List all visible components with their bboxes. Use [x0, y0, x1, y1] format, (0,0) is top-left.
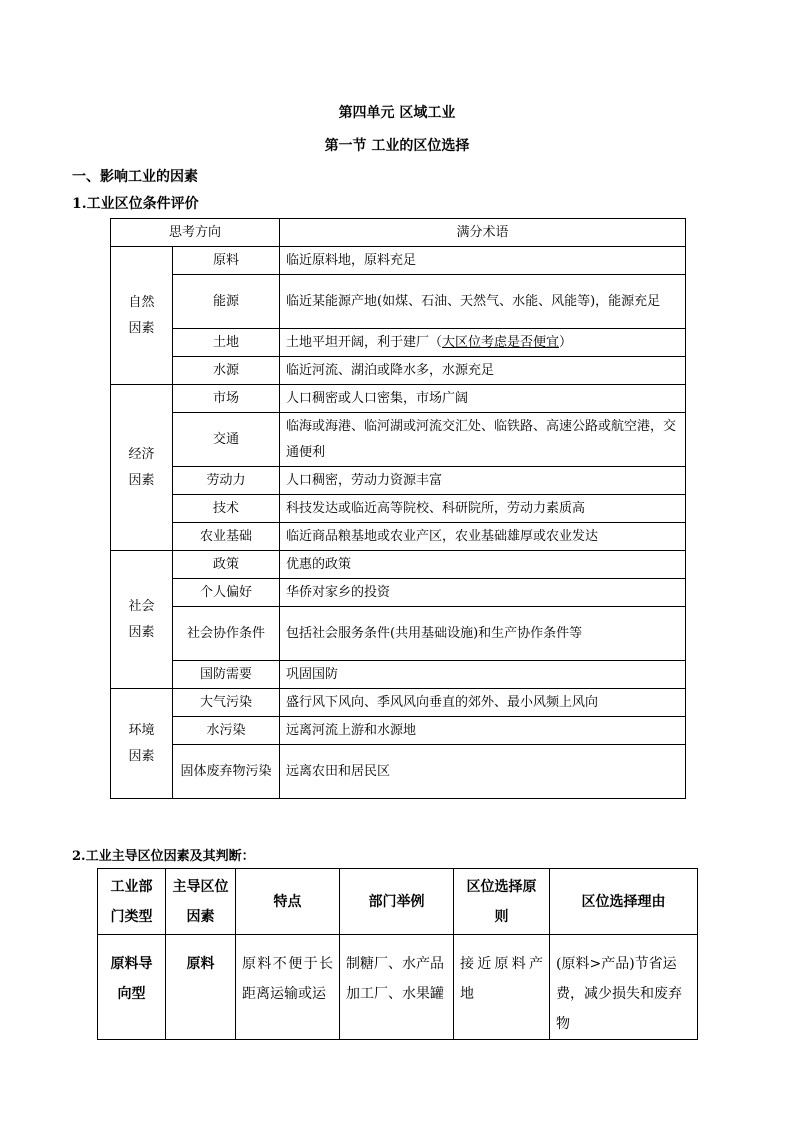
header-principle: 区位选择原则	[454, 869, 550, 935]
header-features: 特点	[236, 869, 340, 935]
desc-cell: 巩固国防	[280, 661, 686, 689]
header-thinking-direction: 思考方向	[111, 219, 280, 247]
category-label: 自然 因素	[128, 294, 155, 336]
header-dominant-factor: 主导区位因素	[166, 869, 236, 935]
header-reason: 区位选择理由	[550, 869, 698, 935]
factor-cell: 水源	[173, 357, 280, 385]
factor-cell: 个人偏好	[173, 579, 280, 607]
cell-industry-type: 原料导向型	[98, 935, 166, 1040]
dominant-factors-table	[97, 868, 698, 1040]
factor-cell: 国防需要	[173, 661, 280, 689]
desc-end: ）	[559, 334, 573, 350]
factor-cell: 原料	[173, 247, 280, 275]
factor-cell: 社会协作条件	[173, 607, 280, 661]
factor-cell: 交通	[173, 413, 280, 467]
factor-cell: 大气污染	[173, 689, 280, 717]
category-label: 社会 因素	[128, 598, 155, 640]
header-full-score-terms: 满分术语	[280, 219, 686, 247]
section-title: 第一节 工业的区位选择	[324, 138, 470, 154]
category-label: 环境 因素	[128, 722, 155, 764]
desc-cell: 盛行风下风向、季风风向垂直的郊外、最小风频上风向	[280, 689, 686, 717]
desc-cell: 科技发达或临近高等院校、科研院所，劳动力素质高	[280, 495, 686, 523]
location-conditions-table	[110, 218, 686, 799]
factor-cell: 土地	[173, 329, 280, 357]
cell-reason: (原料>产品)节省运费，减少损失和废弃物	[550, 935, 698, 1040]
desc-cell: 临近河流、湖泊或降水多，水源充足	[280, 357, 686, 385]
desc-cell: 远离农田和居民区	[280, 745, 686, 799]
desc-cell: 临近某能源产地(如煤、石油、天然气、水能、风能等)，能源充足	[280, 275, 686, 329]
category-natural	[111, 247, 173, 385]
factor-cell: 农业基础	[173, 523, 280, 551]
desc-cell: 包括社会服务条件(共用基础设施)和生产协作条件等	[280, 607, 686, 661]
desc-cell: 远离河流上游和水源地	[280, 717, 686, 745]
unit-title: 第四单元 区域工业	[338, 105, 456, 121]
cell-principle: 接近原料产地	[454, 935, 550, 1040]
factor-cell: 政策	[173, 551, 280, 579]
factor-cell: 能源	[173, 275, 280, 329]
cell-features: 原料不便于长距离运输或运	[236, 935, 340, 1040]
heading-dominant-factors: 2.工业主导区位因素及其判断：	[72, 849, 255, 864]
category-economic	[111, 385, 173, 551]
header-examples: 部门举例	[340, 869, 454, 935]
desc-cell: 优惠的政策	[280, 551, 686, 579]
desc-underlined: 大区位考虑是否便宜	[442, 334, 560, 350]
cell-examples: 制糖厂、水产品加工厂、水果罐	[340, 935, 454, 1040]
desc-cell: 华侨对家乡的投资	[280, 579, 686, 607]
category-label: 经济 因素	[128, 446, 155, 488]
desc-text: 土地平坦开阔，利于建厂（	[286, 334, 443, 350]
heading-influencing-factors: 一、影响工业的因素	[72, 169, 198, 185]
category-environment	[111, 689, 173, 799]
cell-dominant-factor: 原料	[166, 935, 236, 1040]
factor-cell: 市场	[173, 385, 280, 413]
header-industry-type: 工业部门类型	[98, 869, 166, 935]
factor-cell: 技术	[173, 495, 280, 523]
factor-cell: 固体废弃物污染	[173, 745, 280, 799]
desc-cell: 临海或海港、临河湖或河流交汇处、临铁路、高速公路或航空港，交通便利	[280, 413, 686, 467]
desc-cell: 临近原料地，原料充足	[280, 247, 686, 275]
category-social	[111, 551, 173, 689]
factor-cell: 劳动力	[173, 467, 280, 495]
desc-cell: 人口稠密或人口密集，市场广阔	[280, 385, 686, 413]
desc-cell: 人口稠密，劳动力资源丰富	[280, 467, 686, 495]
heading-location-evaluation: 1.工业区位条件评价	[72, 196, 199, 212]
factor-cell: 水污染	[173, 717, 280, 745]
desc-cell: 临近商品粮基地或农业产区，农业基础雄厚或农业发达	[280, 523, 686, 551]
desc-cell	[280, 329, 686, 357]
